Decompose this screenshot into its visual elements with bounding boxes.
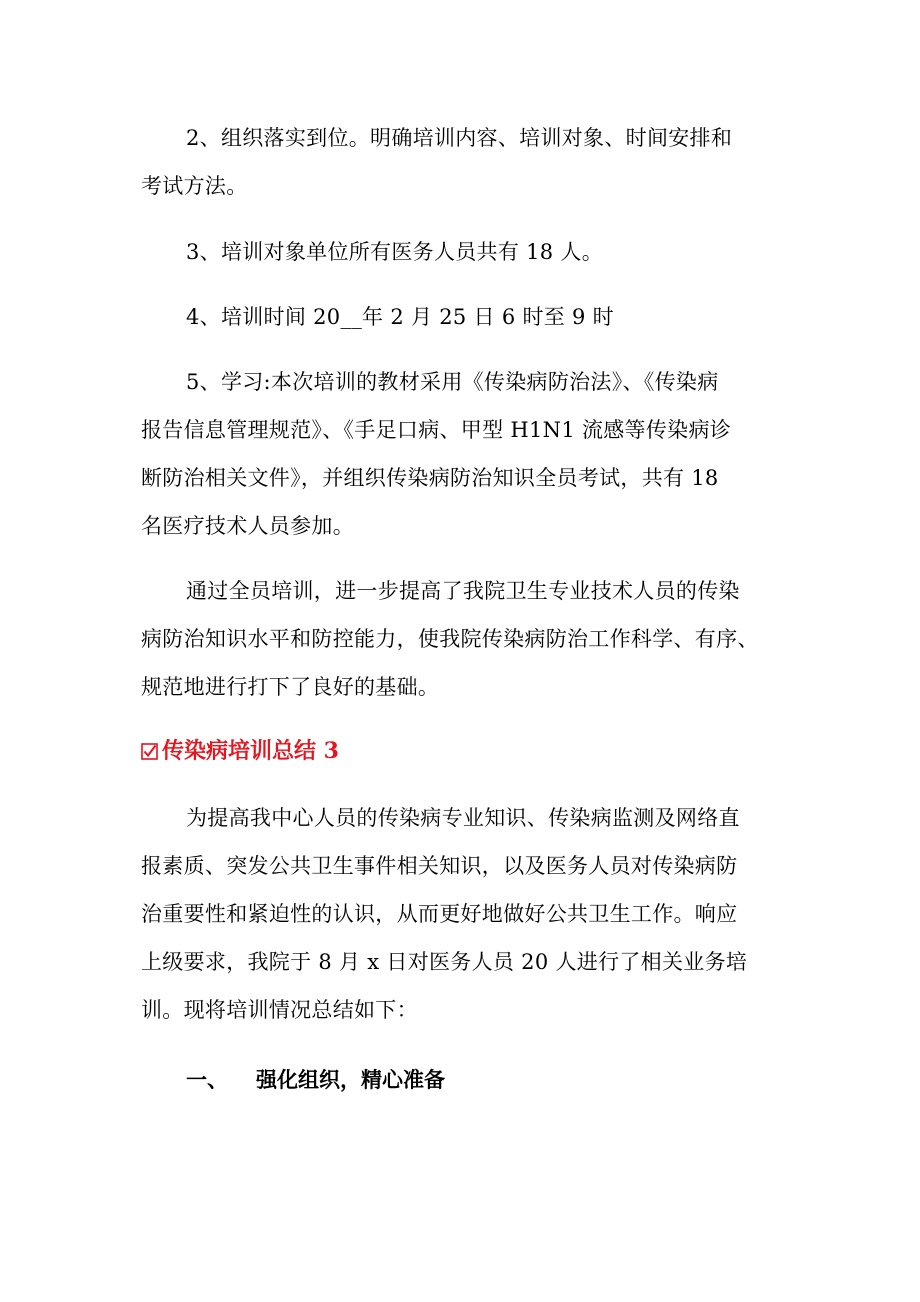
paragraph-line: 训。现将培训情况总结如下： <box>141 998 418 1022</box>
checkbox-checked-icon <box>141 743 158 760</box>
paragraph-line: 2、组织落实到位。明确培训内容、培训对象、时间安排和 <box>186 126 733 150</box>
paragraph-line: 上级要求，我院于 8 月 x 日对医务人员 20 人进行了相关业务培 <box>141 950 748 974</box>
paragraph-line: 4、培训时间 20__年 2 月 25 日 6 时至 9 时 <box>186 305 614 329</box>
paragraph-line: 3、培训对象单位所有医务人员共有 18 人。 <box>186 240 604 264</box>
paragraph-line: 通过全员培训，进一步提高了我院卫生专业技术人员的传染 <box>186 579 740 603</box>
paragraph-line: 规范地进行打下了良好的基础。 <box>141 675 440 699</box>
paragraph-line: 名医疗技术人员参加。 <box>141 514 354 538</box>
paragraph-line: 病防治知识水平和防控能力，使我院传染病防治工作科学、有序、 <box>141 627 759 651</box>
subsection-heading <box>186 1066 445 1094</box>
paragraph-line: 报告信息管理规范》、《手足口病、甲型 H1N1 流感等传染病诊 <box>141 418 732 442</box>
paragraph-line: 5、学习:本次培训的教材采用《传染病防治法》、《传染病 <box>186 370 719 394</box>
paragraph-line: 报素质、突发公共卫生事件相关知识，以及医务人员对传染病防 <box>141 854 738 878</box>
subsection-number: 一、 <box>186 1068 228 1092</box>
paragraph-line: 治重要性和紧迫性的认识，从而更好地做好公共卫生工作。响应 <box>141 902 738 926</box>
paragraph-line: 为提高我中心人员的传染病专业知识、传染病监测及网络直 <box>186 806 740 830</box>
section-heading-text: 传染病培训总结 3 <box>162 738 339 764</box>
section-heading <box>141 736 339 766</box>
paragraph-line: 断防治相关文件》，并组织传染病防治知识全员考试，共有 18 <box>141 466 719 490</box>
subsection-title: 强化组织，精心准备 <box>256 1068 445 1092</box>
paragraph-line: 考试方法。 <box>141 174 248 198</box>
